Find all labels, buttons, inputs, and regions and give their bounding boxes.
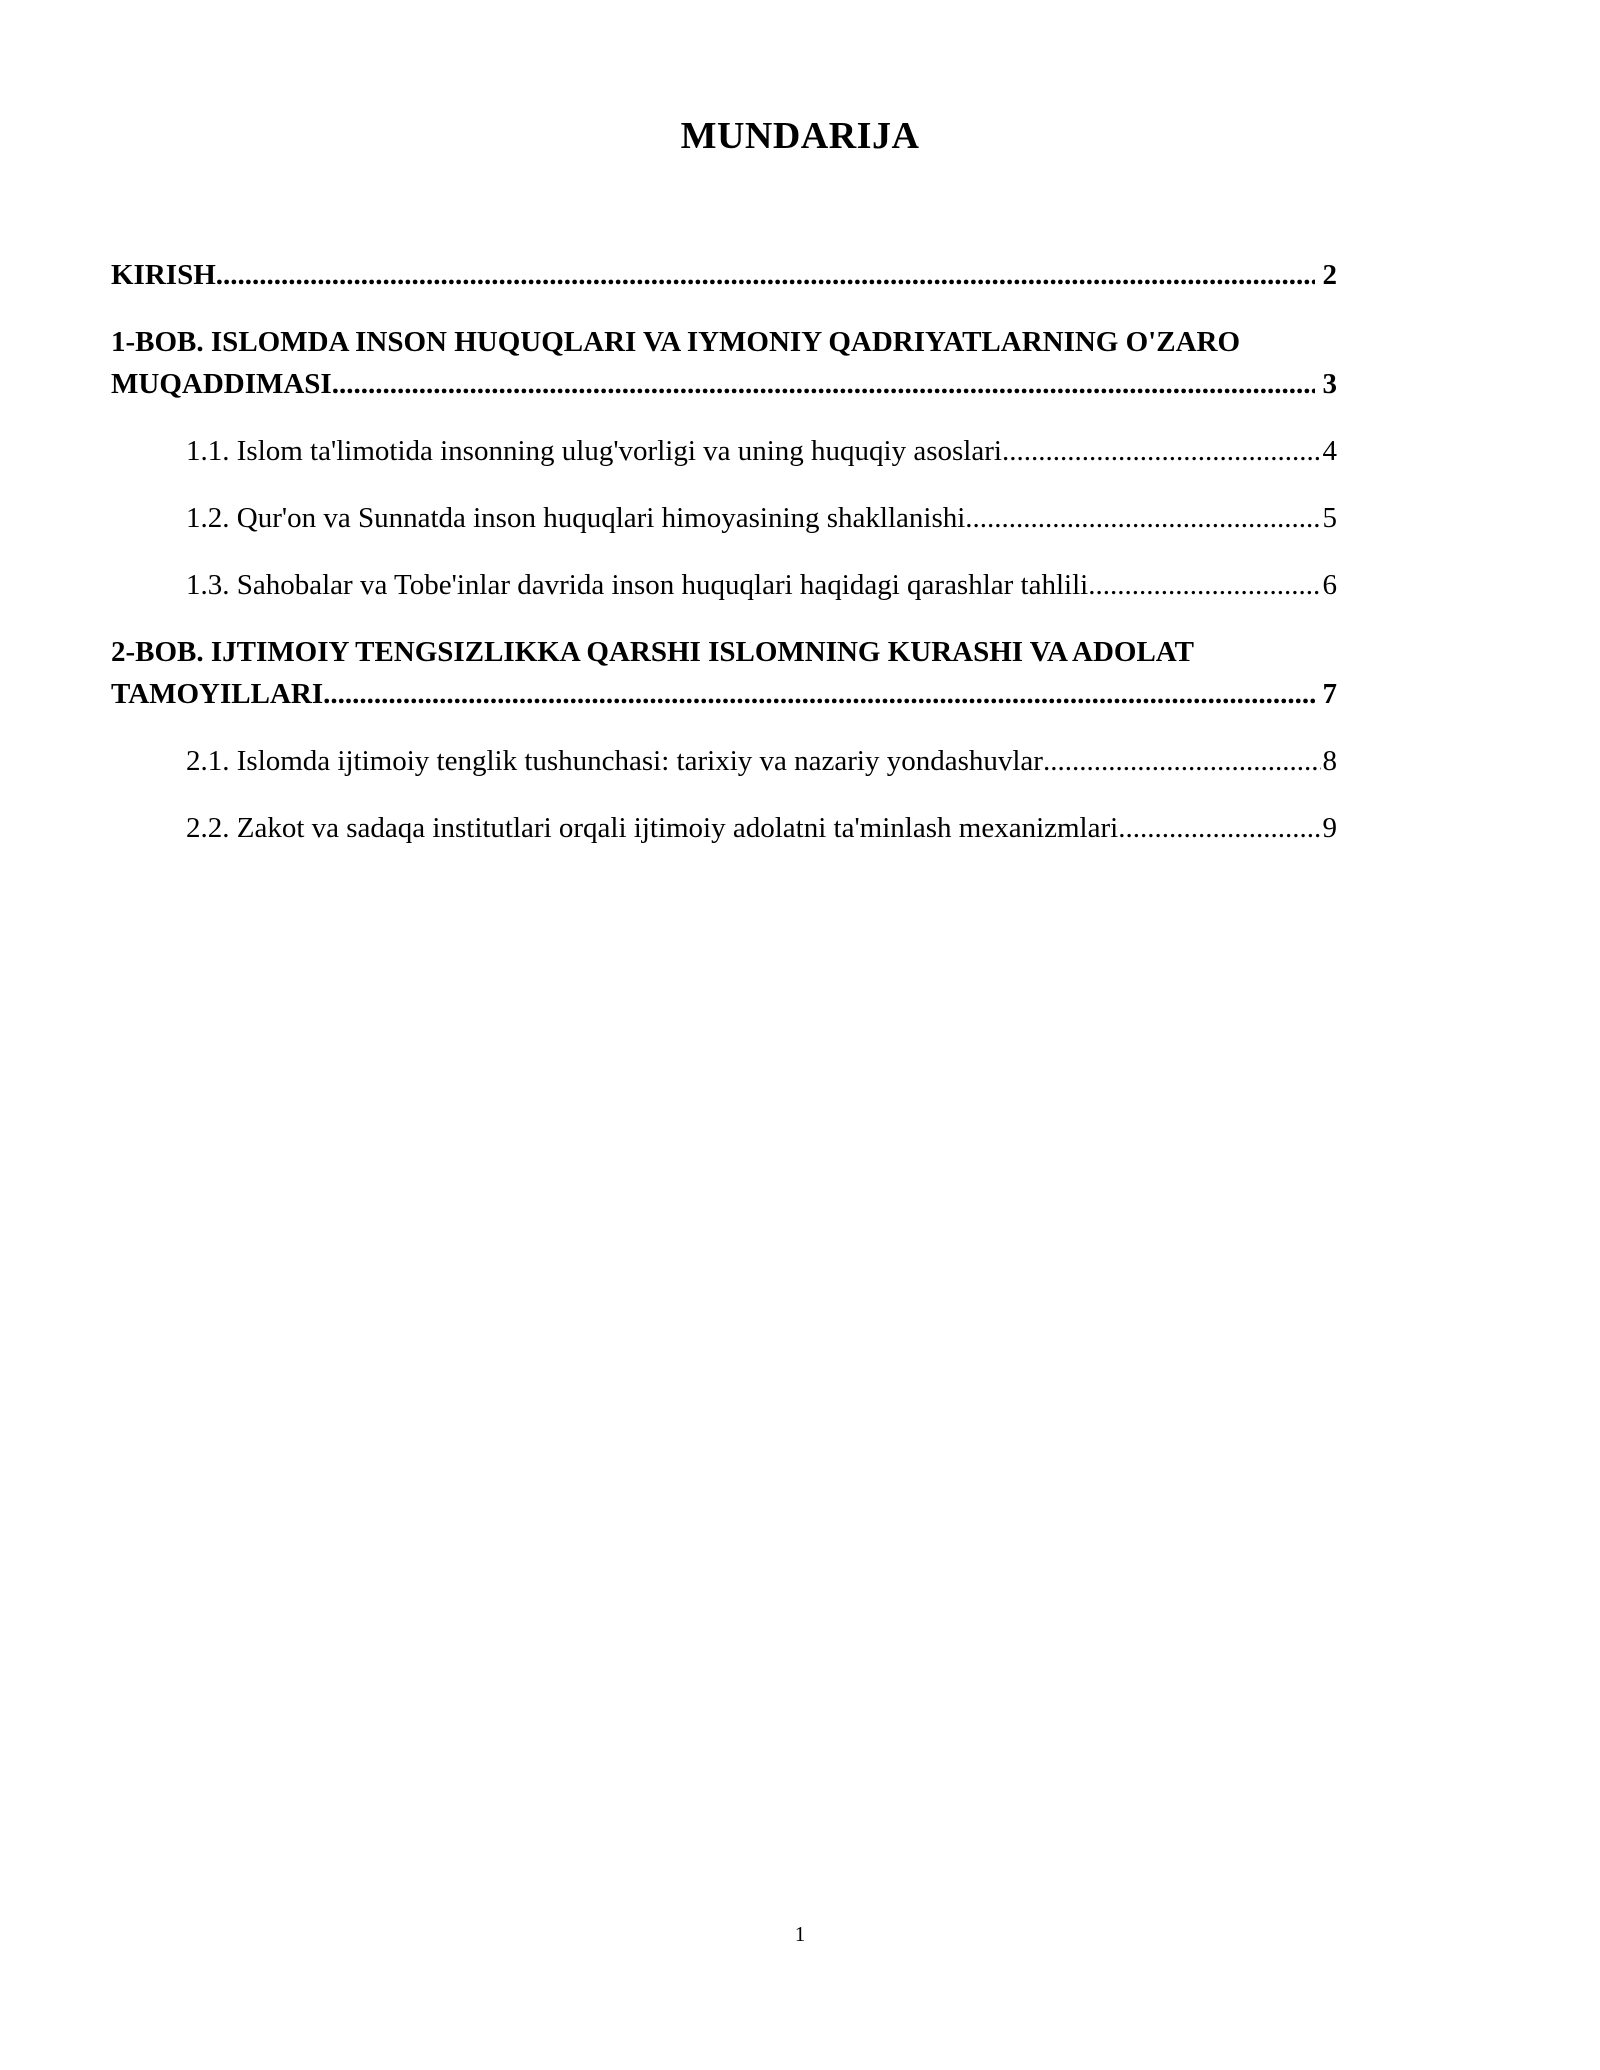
toc-entry-title: MUQADDIMASI (111, 368, 332, 400)
dot-leader (216, 254, 1315, 296)
dot-leader (323, 673, 1314, 715)
dot-leader (1118, 807, 1320, 849)
dot-leader (1002, 430, 1321, 472)
toc-entry-section-1-2[interactable] (111, 497, 1337, 539)
toc-line (111, 673, 1337, 715)
toc-page-number: 7 (1322, 678, 1337, 710)
toc-page-number: 5 (1322, 502, 1337, 534)
toc-line (111, 254, 1337, 296)
dot-leader (1088, 564, 1320, 606)
page-number: 1 (794, 1922, 806, 1946)
toc-entry-section-2-1[interactable] (111, 740, 1337, 782)
toc-entry-title-line-1: 2-BOB. IJTIMOIY TENGSIZLIKKA QARSHI ISLOMNING KURASHI VA ADOLAT (111, 636, 1194, 668)
toc-entry-title: 1.1. Islom ta'limotida insonning ulug'vorligi va uning huquqiy asoslari (186, 435, 1002, 467)
toc-entry-kirish[interactable] (111, 254, 1337, 296)
toc-entry-title: KIRISH (111, 259, 216, 291)
toc-line (186, 564, 1337, 606)
toc-entry-title: 2.2. Zakot va sadaqa institutlari orqali ijtimoiy adolatni ta'minlash mexanizmlari (186, 812, 1119, 844)
toc-entry-chapter-1[interactable] (111, 321, 1337, 405)
toc-page-number: 2 (1322, 259, 1337, 291)
toc-page-number: 3 (1322, 368, 1337, 400)
toc-entry-title: 1.3. Sahobalar va Tobe'inlar davrida inson huquqlari haqidagi qarashlar tahlili (186, 569, 1089, 601)
dot-leader (1043, 740, 1321, 782)
toc-entry-title: 2.1. Islomda ijtimoiy tenglik tushunchasi: tarixiy va nazariy yondashuvlar (186, 745, 1043, 777)
toc-line (186, 430, 1337, 472)
toc-entry-title-line-1: 1-BOB. ISLOMDA INSON HUQUQLARI VA IYMONIY QADRIYATLARNING O'ZARO (111, 326, 1241, 358)
toc-page-number: 9 (1322, 812, 1337, 844)
dot-leader (965, 497, 1320, 539)
toc-entry-title: 1.2. Qur'on va Sunnatda inson huquqlari himoyasining shakllanishi (186, 502, 966, 534)
toc-entry-title: TAMOYILLARI (111, 678, 324, 710)
toc-line (186, 497, 1337, 539)
toc-page-number: 8 (1322, 745, 1337, 777)
toc-line (186, 740, 1337, 782)
toc-entry-section-2-2[interactable] (111, 807, 1337, 849)
dot-leader (332, 363, 1315, 405)
toc-entry-section-1-3[interactable] (111, 564, 1337, 606)
toc-entry-chapter-2[interactable] (111, 631, 1337, 715)
table-of-contents (111, 254, 1337, 874)
toc-entry-section-1-1[interactable] (111, 430, 1337, 472)
toc-line (111, 363, 1337, 405)
toc-page-number: 6 (1322, 569, 1337, 601)
toc-line (186, 807, 1337, 849)
page-title: MUNDARIJA (680, 115, 920, 157)
toc-page-number: 4 (1322, 435, 1337, 467)
